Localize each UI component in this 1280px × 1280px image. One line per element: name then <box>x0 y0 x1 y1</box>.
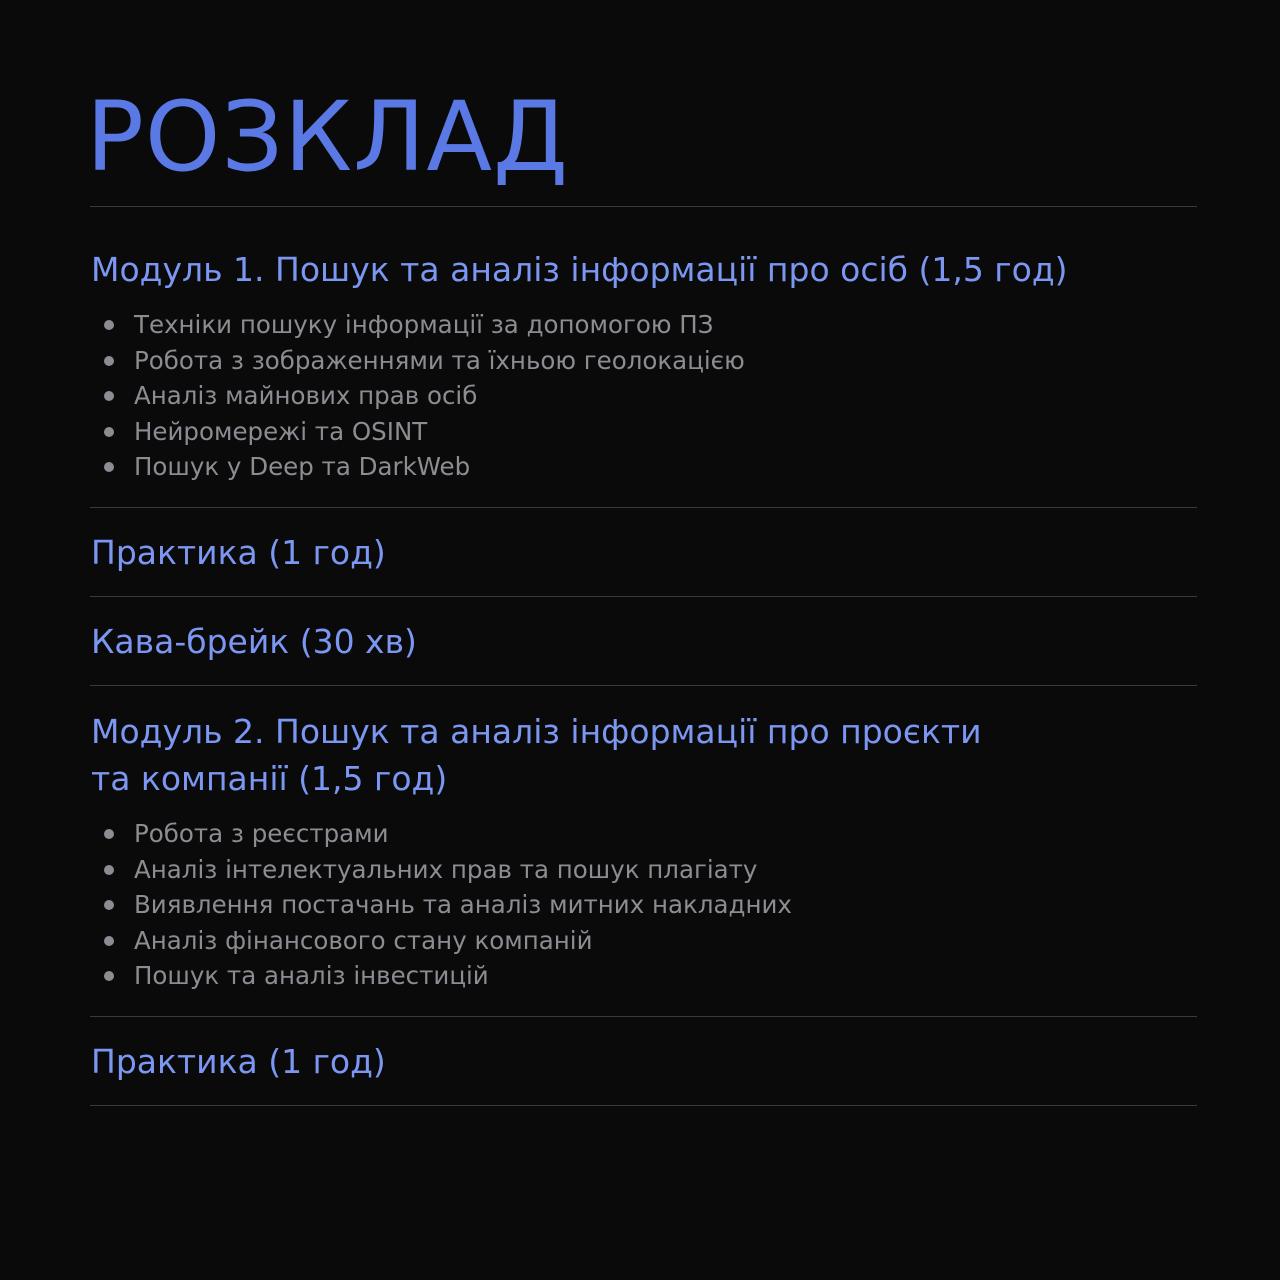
list-item <box>104 852 792 888</box>
bullet-icon <box>104 936 114 946</box>
bullet-icon <box>104 865 114 875</box>
list-item <box>104 887 792 923</box>
list-item-text: Робота з зображеннями та їхньою геолокацією <box>134 345 745 375</box>
bullet-icon <box>104 320 114 330</box>
page-title: РОЗКЛАД <box>86 81 570 193</box>
divider <box>90 685 1197 686</box>
bullet-icon <box>104 391 114 401</box>
bullet-icon <box>104 427 114 437</box>
divider <box>90 1105 1197 1106</box>
list-item-text: Нейромережі та OSINT <box>134 416 428 446</box>
bullet-icon <box>104 971 114 981</box>
coffee-break-heading: Кава-брейк (30 хв) <box>91 622 417 661</box>
bullet-icon <box>104 900 114 910</box>
list-item <box>104 378 745 414</box>
bullet-icon <box>104 356 114 366</box>
module-2-heading-line-1: Модуль 2. Пошук та аналіз інформації про проєкти <box>91 712 982 751</box>
list-item <box>104 414 745 450</box>
divider <box>90 596 1197 597</box>
list-item-text: Аналіз інтелектуальних прав та пошук плагіату <box>134 854 758 884</box>
module-1-heading: Модуль 1. Пошук та аналіз інформації про осіб (1,5 год) <box>91 250 1068 289</box>
practice-1-heading: Практика (1 год) <box>91 533 386 572</box>
list-item-text: Виявлення постачань та аналіз митних накладних <box>134 890 792 919</box>
divider <box>90 507 1197 508</box>
bullet-icon <box>104 462 114 472</box>
list-item <box>104 816 792 852</box>
list-item-text: Пошук та аналіз інвестицій <box>134 961 489 990</box>
list-item <box>104 923 792 959</box>
list-item-text: Техніки пошуку інформації за допомогою ПЗ <box>134 310 714 339</box>
list-item-text: Пошук у Deep та DarkWeb <box>134 452 471 481</box>
list-item-text: Аналіз майнових прав осіб <box>134 381 478 410</box>
module-2-heading-line-2: та компанії (1,5 год) <box>91 759 448 798</box>
practice-2-heading: Практика (1 год) <box>91 1042 386 1081</box>
list-item <box>104 449 745 485</box>
list-item-text: Аналіз фінансового стану компаній <box>134 925 593 955</box>
bullet-icon <box>104 829 114 839</box>
list-item <box>104 307 745 343</box>
module-1-topic-list <box>104 307 745 485</box>
list-item <box>104 343 745 379</box>
divider <box>90 1016 1197 1017</box>
divider <box>90 206 1197 207</box>
list-item-text: Робота з реєстрами <box>134 819 389 848</box>
module-2-topic-list <box>104 816 792 994</box>
list-item <box>104 958 792 994</box>
